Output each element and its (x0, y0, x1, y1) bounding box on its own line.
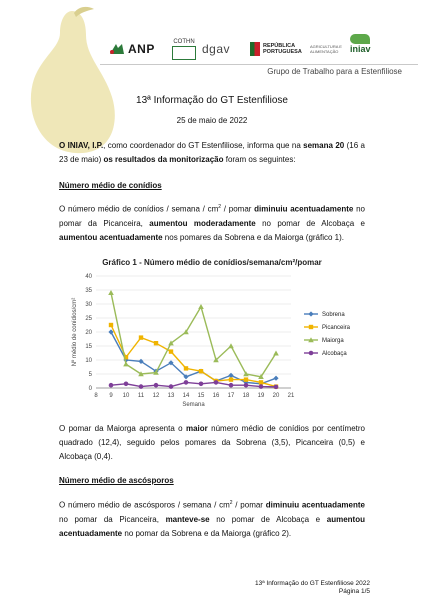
p1-text-d: no pomar da Picanceira, (59, 204, 366, 228)
p1-bold-e: aumentou moderadamente (149, 218, 256, 228)
y-tick-label: 5 (88, 372, 92, 378)
section-heading-conidios: Número médio de conídios (59, 181, 162, 190)
iniav-logo (350, 34, 371, 64)
x-tick-label: 18 (242, 393, 250, 399)
p3-text-d: no pomar da Picanceira, (59, 514, 166, 524)
agricultura-logo-text: AGRICULTURA E ALIMENTAÇÃO (310, 44, 342, 54)
x-tick-label: 19 (257, 393, 265, 399)
x-tick-label: 8 (94, 393, 98, 399)
data-point-alcobaca (274, 385, 279, 390)
data-point-picanceira (139, 335, 143, 339)
x-tick-label: 13 (167, 393, 175, 399)
anp-logo-text: ANP (128, 42, 155, 56)
conidios-paragraph (59, 200, 365, 245)
x-axis-label: Semana (182, 402, 205, 408)
section-heading-ascosporos: Número médio de ascósporos (59, 476, 174, 485)
x-tick-label: 10 (122, 393, 130, 399)
legend-label-sobrena: Sobrena (322, 312, 345, 318)
x-tick-label: 12 (152, 393, 160, 399)
data-point-alcobaca (199, 382, 204, 387)
conidios-line-chart (66, 270, 366, 410)
data-point-maiorga (198, 304, 204, 309)
data-point-alcobaca (259, 384, 264, 389)
page-footer (255, 580, 370, 596)
p3-text-h: no pomar da Sobrena e da Maiorga (gráfico 2). (122, 528, 292, 538)
p3-bold-g: aumentou acentuadamente (59, 514, 365, 538)
x-tick-label: 17 (227, 393, 235, 399)
anp-logo (108, 34, 155, 64)
intro-results: os resultados da monitorização (103, 155, 224, 164)
p2-bold-b: maior (185, 424, 208, 433)
legend-marker-sobrena (308, 311, 313, 316)
y-tick-label: 15 (85, 344, 92, 350)
y-tick-label: 10 (85, 358, 92, 364)
intro-text-1: , como coordenador do GT Estenfiliose, informa que na (103, 141, 304, 150)
p1-text-b: / pomar (221, 204, 255, 214)
dgav-logo (202, 34, 230, 64)
data-point-sobrena (273, 376, 278, 381)
intro-org: O INIAV, I.P. (59, 141, 104, 150)
p3-bold-c: diminuiu acentuadamente (265, 500, 365, 510)
data-point-maiorga (123, 361, 129, 366)
legend-label-picanceira: Picanceira (322, 325, 351, 331)
series-line-picanceira (111, 325, 276, 387)
p3-sup: 2 (229, 500, 233, 506)
data-point-picanceira (244, 377, 248, 381)
p1-text-a: O número médio de conídios / semana / cm (59, 204, 219, 214)
intro-text-3: foram os seguintes: (223, 155, 296, 164)
x-tick-label: 11 (137, 393, 145, 399)
legend-marker-alcobaca (309, 351, 314, 356)
data-point-alcobaca (169, 384, 174, 389)
p1-bold-g: aumentou acentuadamente (59, 232, 163, 242)
data-point-alcobaca (229, 383, 234, 388)
p3-text-b: / pomar (232, 500, 266, 510)
legend-marker-picanceira (309, 325, 313, 329)
data-point-sobrena (228, 373, 233, 378)
legend-label-maiorga: Maiorga (322, 338, 344, 344)
intro-text-2: (16 a 23 de maio) (59, 141, 365, 164)
pear-logo (20, 5, 120, 160)
data-point-maiorga (108, 290, 114, 295)
p2-text-c: número médio de conídios por centímetro quadrado (12,4), seguido pelos pomares da Sobrena (3,5), Picanceira (0,5) e Alcobaça (0,4). (59, 424, 365, 461)
y-tick-label: 40 (85, 274, 92, 280)
anp-mark-icon (108, 42, 126, 56)
data-point-alcobaca (124, 382, 129, 387)
intro-week: semana 20 (303, 141, 345, 150)
y-tick-label: 25 (85, 316, 92, 322)
ascosporos-paragraph (59, 496, 365, 541)
cothn-logo (172, 34, 196, 64)
agricultura-logo (310, 34, 342, 64)
data-point-picanceira (154, 341, 158, 345)
cothn-logo-mark (172, 46, 196, 60)
p3-text-a: O número médio de ascósporos / semana / cm (59, 500, 230, 510)
x-tick-label: 20 (272, 393, 280, 399)
data-point-picanceira (229, 377, 233, 381)
data-point-alcobaca (139, 384, 144, 389)
republica-portuguesa-logo (250, 34, 303, 64)
data-point-picanceira (184, 366, 188, 370)
y-axis-label: Nº médio de conídios/cm² (72, 297, 78, 367)
data-point-picanceira (169, 349, 173, 353)
data-point-alcobaca (184, 380, 189, 385)
p3-bold-e: manteve-se (165, 514, 210, 524)
p1-sup: 2 (218, 204, 222, 210)
data-point-picanceira (199, 369, 203, 373)
document-title: 13ª Informação do GT Estenfiliose (136, 95, 288, 106)
x-tick-label: 21 (287, 393, 295, 399)
x-tick-label: 15 (197, 393, 205, 399)
y-tick-label: 30 (85, 302, 92, 308)
intro-paragraph (59, 139, 365, 167)
p2-text-a: O pomar da Maiorga apresenta o (59, 424, 186, 433)
y-tick-label: 0 (88, 386, 92, 392)
dgav-logo-text: dgav (202, 42, 231, 56)
iniav-logo-text: iniav (350, 44, 371, 54)
x-tick-label: 9 (109, 393, 113, 399)
iniav-leaf-icon (350, 34, 370, 44)
data-point-alcobaca (109, 383, 114, 388)
header-logos (100, 34, 418, 64)
cothn-logo-text: COTHN (173, 38, 195, 45)
data-point-alcobaca (214, 380, 219, 385)
grupo-trabalho-label: Grupo de Trabalho para a Estenfiliose (267, 67, 402, 76)
republica-logo-text: REPÚBLICA PORTUGUESA (263, 43, 302, 55)
chart-title: Gráfico 1 - Número médio de conídios/semana/cm²/pomar (102, 258, 322, 267)
maiorga-paragraph (59, 422, 365, 464)
p1-text-f: no pomar de Alcobaça e (255, 218, 365, 228)
document-date: 25 de maio de 2022 (176, 116, 248, 125)
data-point-maiorga (273, 350, 279, 355)
series-line-maiorga (111, 293, 276, 377)
x-tick-label: 16 (212, 393, 220, 399)
portugal-flag-icon (250, 42, 260, 56)
y-tick-label: 20 (85, 330, 92, 336)
series-line-sobrena (111, 332, 276, 384)
p3-text-f: no pomar de Alcobaça e (209, 514, 327, 524)
data-point-alcobaca (154, 383, 159, 388)
footer-page-number: Página 1/5 (338, 588, 370, 595)
p1-bold-c: diminuiu acentuadamente (254, 204, 354, 214)
footer-title: 13ª Informação do GT Estenfiliose 2022 (254, 580, 370, 587)
data-point-alcobaca (244, 383, 249, 388)
x-tick-label: 14 (182, 393, 190, 399)
header-divider (100, 64, 418, 65)
legend-label-alcobaca: Alcobaça (322, 351, 347, 357)
data-point-picanceira (259, 380, 263, 384)
y-tick-label: 35 (85, 288, 92, 294)
data-point-picanceira (109, 323, 113, 327)
p1-text-h: nos pomares da Sobrena e da Maiorga (gráfico 1). (162, 232, 345, 242)
